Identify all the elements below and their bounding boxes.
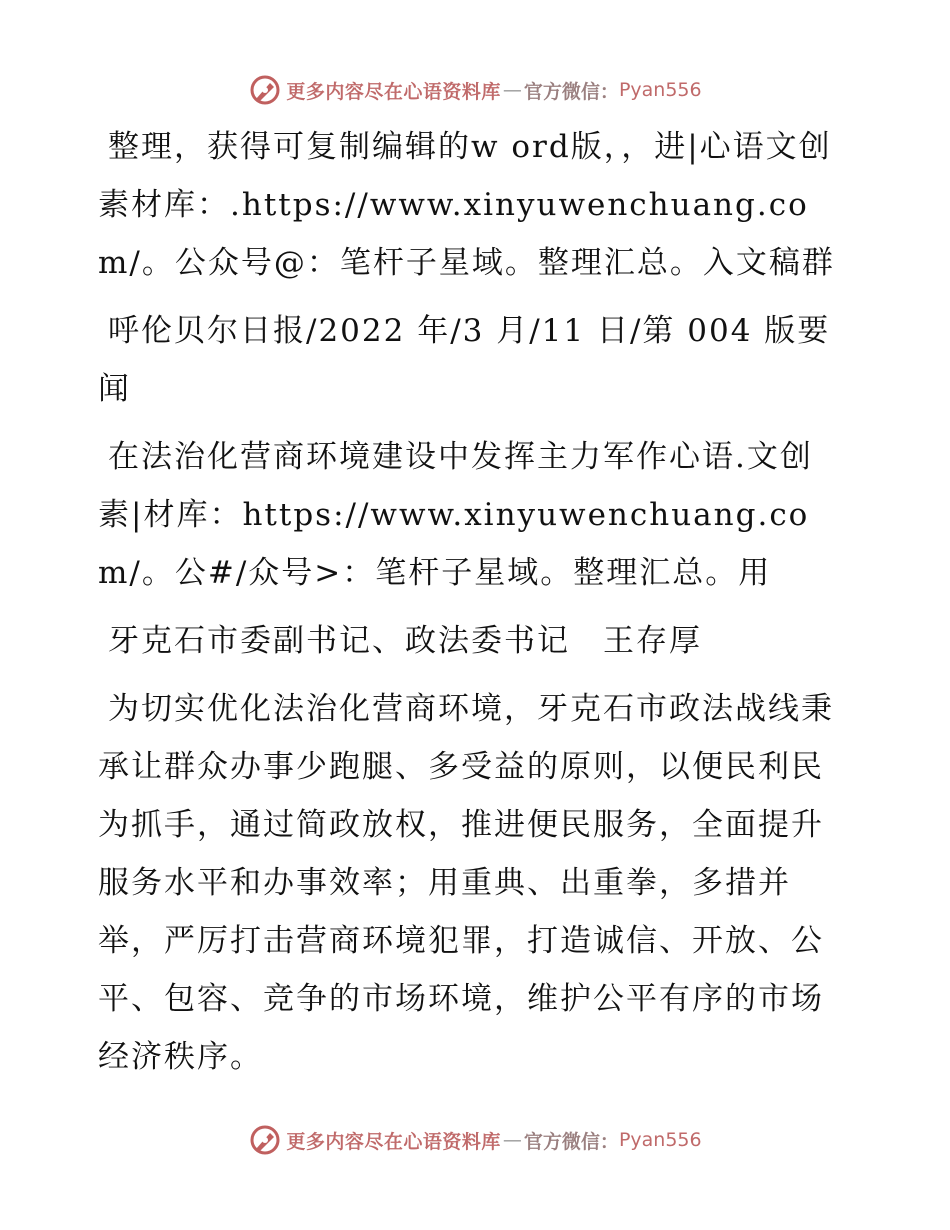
banner-separator: —: [502, 1129, 522, 1151]
article-title: 在法治化营商环境建设中发挥主力军作心语.文创素|材库：https://www.xinyuwenchuang.com/。公#/众号>：笔杆子星域。整理汇总。用: [98, 439, 813, 591]
pen-nib-logo-icon: [248, 73, 282, 107]
banner-text: 更多内容尽在心语资料库: [286, 80, 501, 103]
banner-wechat-label: 官方微信：: [523, 1130, 619, 1153]
pen-nib-logo-icon: [248, 1123, 282, 1157]
author-line: 牙克石市委副书记、政法委书记 王存厚: [108, 623, 702, 659]
document-body: [98, 118, 853, 1100]
banner-separator: —: [502, 79, 522, 101]
header-watermark-banner: [0, 70, 950, 110]
banner-wechat-id: Pyan556: [618, 1129, 702, 1151]
banner-text: 更多内容尽在心语资料库: [286, 1130, 501, 1153]
footer-watermark-banner: [0, 1120, 950, 1160]
banner-wechat-label: 官方微信：: [523, 80, 619, 103]
intro-paragraph: 整理，获得可复制编辑的w ord版，，进|心语文创素材库：.https://www.xinyuwenchuang.com/。公众号@：笔杆子星域。整理汇总。入文稿群: [98, 129, 835, 281]
banner-wechat-id: Pyan556: [618, 79, 702, 101]
body-paragraph: 为切实优化法治化营商环境，牙克石市政法战线秉承让群众办事少跑腿、多受益的原则，以便民利民为抓手，通过简政放权，推进便民服务，全面提升服务水平和办事效率；用重典、出重拳，多措并举，严厉打击营商环境犯罪，打造诚信、开放、公平、包容、竞争的市场环境，维护公平有序的市场经济秩序。: [98, 691, 834, 1075]
source-line: 呼伦贝尔日报/2022 年/3 月/11 日/第 004 版要闻: [98, 313, 831, 407]
